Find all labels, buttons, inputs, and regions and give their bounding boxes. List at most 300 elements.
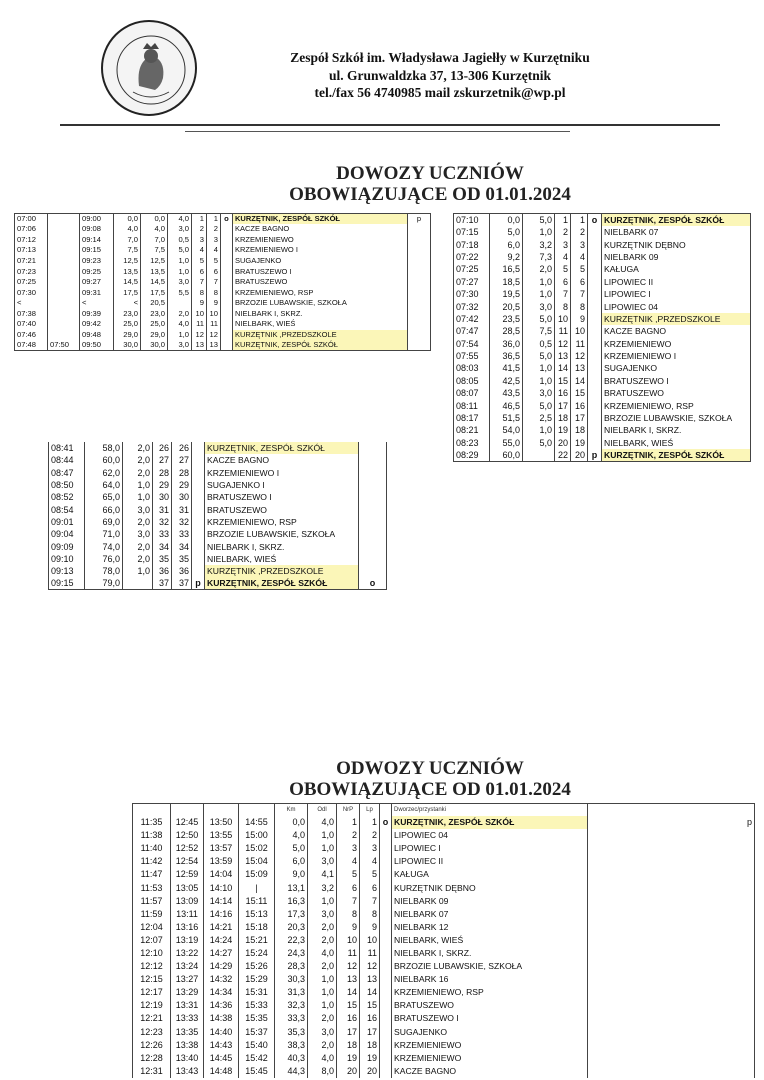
stop-name-cell: KURZĘTNIK, ZESPÓŁ SZKÓŁ [602, 449, 751, 462]
time-cell: 09:50 [80, 340, 114, 351]
stop-number-cell: 20 [360, 1065, 380, 1078]
km-cell: 69,0 [85, 516, 123, 528]
time-cell: 08:44 [51, 455, 74, 466]
stop-name-cell: BRATUSZEWO [602, 387, 751, 399]
end-marker-cell [408, 308, 431, 319]
time-cell: 13:33 [171, 1012, 204, 1025]
end-marker-cell [359, 491, 387, 503]
end-marker-cell [408, 256, 431, 267]
km-cell: 6,0 [490, 238, 523, 250]
marker-cell [588, 288, 602, 300]
km-cell: 20,5 [490, 300, 523, 312]
time-cell: 12:12 [140, 961, 163, 972]
stop-name-cell: KRZEMIENIEWO I [602, 350, 751, 362]
stop-number-cell: 4 [207, 245, 221, 256]
time-cell: 15:21 [239, 934, 275, 947]
time-cell: 07:06 [17, 224, 37, 234]
table-row [133, 1012, 755, 1025]
stop-name-cell: NIELBARK 07 [392, 908, 588, 921]
stop-number-cell: 5 [337, 868, 360, 881]
distance-cell: 5,5 [168, 287, 192, 298]
km-cell: 30,0 [141, 340, 168, 351]
distance-cell [123, 577, 153, 590]
stop-number-cell: 12 [571, 350, 588, 362]
distance-cell: 1,0 [168, 256, 192, 267]
stop-number-cell: 26 [153, 442, 172, 454]
time-cell: 11:53 [140, 882, 163, 893]
stop-name-cell: NIELBARK 07 [602, 226, 751, 238]
km-cell: 58,0 [85, 442, 123, 454]
time-cell: 12:23 [140, 1026, 163, 1037]
time-cell: 09:15 [80, 245, 114, 256]
stop-number-cell: 4 [337, 855, 360, 868]
marker-cell: o [221, 214, 233, 225]
stop-name-cell: SUGAJENKO [392, 1026, 588, 1039]
distance-cell: 4,0 [168, 214, 192, 225]
stop-name-cell: KURZĘTNIK DĘBNO [602, 238, 751, 250]
marker-cell [380, 1026, 392, 1039]
time-cell [48, 319, 80, 330]
end-marker-cell [359, 553, 387, 565]
stop-name-cell: SUGAJENKO [233, 256, 408, 267]
stop-number-cell: 15 [555, 375, 571, 387]
end-marker-cell [408, 330, 431, 341]
time-cell: 08:41 [51, 443, 74, 454]
table-row [454, 263, 751, 275]
stop-number-cell: 12 [192, 330, 207, 341]
time-cell: 13:22 [171, 947, 204, 960]
table-row [49, 565, 387, 577]
time-cell: 09:48 [80, 330, 114, 341]
time-cell: < [80, 298, 114, 309]
time-cell [48, 266, 80, 277]
distance-cell: 4,1 [308, 868, 337, 881]
km-cell: < [114, 298, 141, 309]
end-marker-cell [359, 454, 387, 466]
stop-name-cell: KACZE BAGNO [233, 224, 408, 235]
stop-number-cell: 16 [337, 1012, 360, 1025]
distance-cell: 4,0 [308, 816, 337, 829]
time-cell: 07:27 [456, 276, 479, 287]
km-cell: 24,3 [275, 947, 308, 960]
stop-number-cell: 3 [360, 842, 380, 855]
stop-number-cell: 5 [571, 263, 588, 275]
stop-number-cell: 17 [337, 1026, 360, 1039]
stop-number-cell: 8 [337, 908, 360, 921]
km-cell: 25,0 [114, 319, 141, 330]
km-cell: 14,5 [114, 277, 141, 288]
distance-cell: 1,0 [523, 362, 555, 374]
distance-cell: 5,0 [523, 313, 555, 325]
school-seal-logo [101, 20, 197, 116]
km-cell: 74,0 [85, 540, 123, 552]
time-cell: 15:11 [239, 895, 275, 908]
time-cell: 13:29 [171, 986, 204, 999]
time-cell: 13:27 [171, 973, 204, 986]
km-cell: 6,0 [275, 855, 308, 868]
km-cell: 0,0 [141, 214, 168, 225]
time-cell: 08:21 [456, 425, 479, 436]
time-cell: 07:21 [17, 255, 37, 265]
table-row [454, 338, 751, 350]
time-cell: 13:19 [171, 934, 204, 947]
km-cell: 28,3 [275, 960, 308, 973]
end-marker-cell [588, 895, 755, 908]
time-cell: 13:11 [171, 908, 204, 921]
time-cell: 11:40 [140, 843, 163, 854]
stop-name-cell: SUGAJENKO [602, 362, 751, 374]
stop-number-cell: 37 [172, 577, 192, 590]
distance-cell: 1,0 [308, 895, 337, 908]
marker-cell: o [380, 816, 392, 829]
time-cell: 12:04 [140, 921, 163, 932]
end-marker-cell [359, 516, 387, 528]
table-row [454, 214, 751, 227]
stop-number-cell: 20 [555, 437, 571, 449]
time-cell: 14:55 [239, 816, 275, 829]
end-marker-cell [408, 277, 431, 288]
km-cell: 44,3 [275, 1065, 308, 1078]
end-marker-cell: o [359, 577, 387, 590]
stop-number-cell: 33 [153, 528, 172, 540]
stop-number-cell: 7 [207, 277, 221, 288]
table-row [454, 325, 751, 337]
table-row [133, 986, 755, 999]
time-cell: 07:23 [17, 266, 37, 276]
marker-cell [380, 973, 392, 986]
table-row [133, 1065, 755, 1078]
stop-number-cell: 10 [360, 934, 380, 947]
km-cell: 76,0 [85, 553, 123, 565]
distance-cell: 1,0 [523, 288, 555, 300]
time-cell: 11:35 [140, 817, 163, 828]
marker-cell [380, 960, 392, 973]
table-row [49, 442, 387, 454]
stop-name-cell: SUGAJENKO I [205, 479, 359, 491]
km-cell: 66,0 [85, 503, 123, 515]
time-cell: 13:59 [204, 855, 239, 868]
end-marker-cell: p [588, 816, 755, 829]
stop-number-cell: 17 [555, 399, 571, 411]
time-cell: 13:38 [171, 1039, 204, 1052]
stop-name-cell: KURZĘTNIK DĘBNO [392, 881, 588, 894]
distance-cell: 1,0 [308, 973, 337, 986]
marker-cell [192, 565, 205, 577]
time-cell: 09:09 [51, 541, 74, 552]
time-cell: 14:38 [204, 1012, 239, 1025]
stop-number-cell: 1 [555, 214, 571, 227]
km-cell: 36,5 [490, 350, 523, 362]
km-cell: 17,5 [141, 287, 168, 298]
stop-number-cell: 13 [192, 340, 207, 351]
table-row [133, 1052, 755, 1065]
time-cell: 14:10 [204, 881, 239, 894]
km-cell: 14,5 [141, 277, 168, 288]
stop-name-cell: NIELBARK I, SKRZ. [392, 947, 588, 960]
time-cell: 15:04 [239, 855, 275, 868]
marker-cell [192, 467, 205, 479]
table-row [15, 224, 431, 235]
km-cell: 0,0 [275, 816, 308, 829]
marker-cell [221, 266, 233, 277]
distance-cell: 3,0 [123, 528, 153, 540]
stop-number-cell: 8 [571, 300, 588, 312]
col-header-km: Km [275, 804, 308, 817]
distance-cell: 3,2 [308, 881, 337, 894]
table-row [454, 350, 751, 362]
stop-number-cell: 32 [153, 516, 172, 528]
time-cell: 13:43 [171, 1065, 204, 1078]
km-cell: 18,5 [490, 276, 523, 288]
km-cell: 25,0 [141, 319, 168, 330]
stop-number-cell: 19 [337, 1052, 360, 1065]
distance-cell: 3,2 [523, 238, 555, 250]
table-row [454, 375, 751, 387]
end-marker-cell [359, 503, 387, 515]
time-cell: 14:45 [204, 1052, 239, 1065]
table-row [133, 947, 755, 960]
km-cell: 71,0 [85, 528, 123, 540]
stop-number-cell: 1 [192, 214, 207, 225]
table-row [15, 287, 431, 298]
stop-number-cell: 9 [571, 313, 588, 325]
table-row [15, 235, 431, 246]
distance-cell: 3,0 [308, 908, 337, 921]
time-cell: 15:31 [239, 986, 275, 999]
distance-cell: 1,0 [308, 999, 337, 1012]
marker-cell [380, 908, 392, 921]
stop-number-cell: 3 [207, 235, 221, 246]
marker-cell [221, 245, 233, 256]
stop-name-cell: BRATUSZEWO I [233, 266, 408, 277]
end-marker-cell [408, 235, 431, 246]
time-cell: 15:37 [239, 1026, 275, 1039]
km-cell: 13,1 [275, 881, 308, 894]
stop-number-cell: 33 [172, 528, 192, 540]
stop-number-cell: 11 [555, 325, 571, 337]
stop-number-cell: 10 [207, 308, 221, 319]
school-header [255, 49, 625, 102]
end-marker-cell [408, 298, 431, 309]
marker-cell [380, 1039, 392, 1052]
end-marker-cell [588, 1039, 755, 1052]
stop-name-cell: NIELBARK I, SKRZ. [602, 424, 751, 436]
stop-number-cell: 18 [337, 1039, 360, 1052]
time-cell: 14:34 [204, 986, 239, 999]
school-address: ul. Grunwaldzka 37, 13-306 Kurzętnik [328, 67, 552, 83]
stop-number-cell: 2 [337, 829, 360, 842]
distance-cell [168, 298, 192, 309]
time-cell: 14:21 [204, 921, 239, 934]
km-cell: 17,3 [275, 908, 308, 921]
distance-cell: 2,0 [308, 1039, 337, 1052]
stop-number-cell: 13 [337, 973, 360, 986]
distance-cell [523, 449, 555, 462]
marker-cell [588, 412, 602, 424]
time-cell: 14:43 [204, 1039, 239, 1052]
distance-cell: 5,0 [523, 214, 555, 227]
time-cell: 11:57 [140, 895, 163, 906]
table-row [454, 387, 751, 399]
marker-cell [380, 868, 392, 881]
stop-number-cell: 31 [172, 503, 192, 515]
marker-cell [588, 313, 602, 325]
km-cell: 55,0 [490, 437, 523, 449]
end-marker-cell [588, 1026, 755, 1039]
stop-number-cell: 15 [571, 387, 588, 399]
dowozy-table-3 [48, 442, 387, 590]
marker-cell [588, 362, 602, 374]
time-cell: 08:11 [456, 400, 478, 411]
stop-number-cell: 11 [337, 947, 360, 960]
km-cell: 40,3 [275, 1052, 308, 1065]
marker-cell [380, 842, 392, 855]
distance-cell: 1,0 [308, 842, 337, 855]
time-cell: 12:31 [140, 1065, 163, 1076]
time-cell: 15:02 [239, 842, 275, 855]
stop-number-cell: 4 [555, 251, 571, 263]
km-cell: 7,0 [114, 235, 141, 246]
stop-number-cell: 5 [555, 263, 571, 275]
distance-cell: 3,0 [308, 855, 337, 868]
stop-number-cell: 17 [360, 1026, 380, 1039]
marker-cell: o [588, 214, 602, 227]
stop-name-cell: NIELBARK 09 [392, 895, 588, 908]
end-marker-cell [359, 565, 387, 577]
stop-number-cell: 31 [153, 503, 172, 515]
stop-name-cell: BRZOZIE LUBAWSKIE, SZKOŁA [233, 298, 408, 309]
stop-number-cell: 3 [555, 238, 571, 250]
end-marker-cell: p [408, 214, 431, 225]
km-cell: 28,5 [490, 325, 523, 337]
stop-number-cell: 10 [571, 325, 588, 337]
km-cell: 17,5 [114, 287, 141, 298]
km-cell: 0,0 [490, 214, 523, 227]
time-cell: 07:38 [17, 308, 37, 318]
stop-number-cell: 6 [360, 881, 380, 894]
table-row [15, 245, 431, 256]
km-cell: 9,2 [490, 251, 523, 263]
km-cell: 20,5 [141, 298, 168, 309]
table-row [49, 553, 387, 565]
time-cell: 12:45 [171, 816, 204, 829]
stop-number-cell: 35 [153, 553, 172, 565]
table-row [15, 214, 431, 225]
time-cell: 15:18 [239, 921, 275, 934]
km-cell: 0,0 [114, 214, 141, 225]
distance-cell: 3,0 [168, 340, 192, 351]
stop-number-cell: 34 [172, 540, 192, 552]
stop-number-cell: 13 [207, 340, 221, 351]
end-marker-cell [588, 868, 755, 881]
distance-cell: 4,0 [308, 1052, 337, 1065]
stop-name-cell: BRATUSZEWO I [602, 375, 751, 387]
end-marker-cell [359, 528, 387, 540]
km-cell: 43,5 [490, 387, 523, 399]
marker-cell [380, 829, 392, 842]
stop-number-cell: 14 [555, 362, 571, 374]
time-cell: 09:13 [51, 566, 74, 577]
time-cell: 08:03 [456, 363, 479, 374]
odwozy-title-line2: OBOWIĄZUJĄCE OD 01.01.2024 [289, 779, 571, 800]
table-row [454, 313, 751, 325]
time-cell: 09:15 [51, 578, 74, 589]
stop-number-cell: 18 [360, 1039, 380, 1052]
table-row [49, 516, 387, 528]
stop-name-cell: BRATUSZEWO [392, 999, 588, 1012]
time-cell: < [17, 298, 22, 308]
stop-name-cell: NIELBARK, WIEŚ [205, 553, 359, 565]
km-cell: 7,0 [141, 235, 168, 246]
distance-cell: 1,0 [308, 829, 337, 842]
stop-name-cell: LIPOWIEC I [392, 842, 588, 855]
distance-cell: 2,0 [308, 960, 337, 973]
stop-name-cell: BRZOZIE LUBAWSKIE, SZKOŁA [602, 412, 751, 424]
time-cell [48, 308, 80, 319]
odwozy-title [150, 758, 710, 800]
marker-cell [221, 298, 233, 309]
table-row [454, 412, 751, 424]
stop-number-cell: 16 [360, 1012, 380, 1025]
dowozy-title [150, 163, 710, 205]
stop-name-cell: KRZEMIENIEWO [392, 1052, 588, 1065]
time-cell: 08:17 [456, 413, 479, 424]
table-row [49, 491, 387, 503]
end-marker-cell [588, 960, 755, 973]
stop-name-cell: BRATUSZEWO [205, 503, 359, 515]
time-cell: 07:13 [17, 245, 37, 255]
marker-cell [380, 881, 392, 894]
time-cell: 13:55 [204, 829, 239, 842]
marker-cell [588, 226, 602, 238]
end-marker-cell [588, 842, 755, 855]
marker-cell [221, 235, 233, 246]
odwozy-title-line1: ODWOZY UCZNIÓW [336, 758, 524, 779]
stop-name-cell: BRATUSZEWO I [392, 1012, 588, 1025]
time-cell [48, 245, 80, 256]
stop-number-cell: 1 [360, 816, 380, 829]
distance-cell: 1,0 [523, 375, 555, 387]
marker-cell [588, 325, 602, 337]
marker-cell [588, 387, 602, 399]
stop-name-cell: NIELBARK 12 [392, 921, 588, 934]
distance-cell: 2,5 [523, 412, 555, 424]
stop-name-cell: KRZEMIENIEWO I [233, 245, 408, 256]
time-cell: 13:57 [204, 842, 239, 855]
distance-cell: 1,0 [523, 226, 555, 238]
distance-cell: 3,0 [168, 224, 192, 235]
marker-cell [192, 491, 205, 503]
end-marker-cell [359, 479, 387, 491]
marker-cell [380, 1065, 392, 1078]
table-row [49, 577, 387, 590]
km-cell: 23,0 [141, 308, 168, 319]
school-contact: tel./fax 56 4740985 mail zskurzetnik@wp.pl [314, 85, 566, 100]
table-row [49, 528, 387, 540]
stop-number-cell: 6 [571, 276, 588, 288]
marker-cell [588, 399, 602, 411]
time-cell: 07:22 [456, 251, 479, 262]
marker-cell [380, 986, 392, 999]
table-row [454, 251, 751, 263]
time-cell: 12:26 [140, 1039, 163, 1050]
stop-number-cell: 11 [207, 319, 221, 330]
stop-name-cell: KRZEMIENIEWO, RSP [205, 516, 359, 528]
stop-number-cell: 11 [571, 338, 588, 350]
table-row [133, 960, 755, 973]
stop-number-cell: 3 [337, 842, 360, 855]
time-cell: 07:40 [17, 319, 37, 329]
